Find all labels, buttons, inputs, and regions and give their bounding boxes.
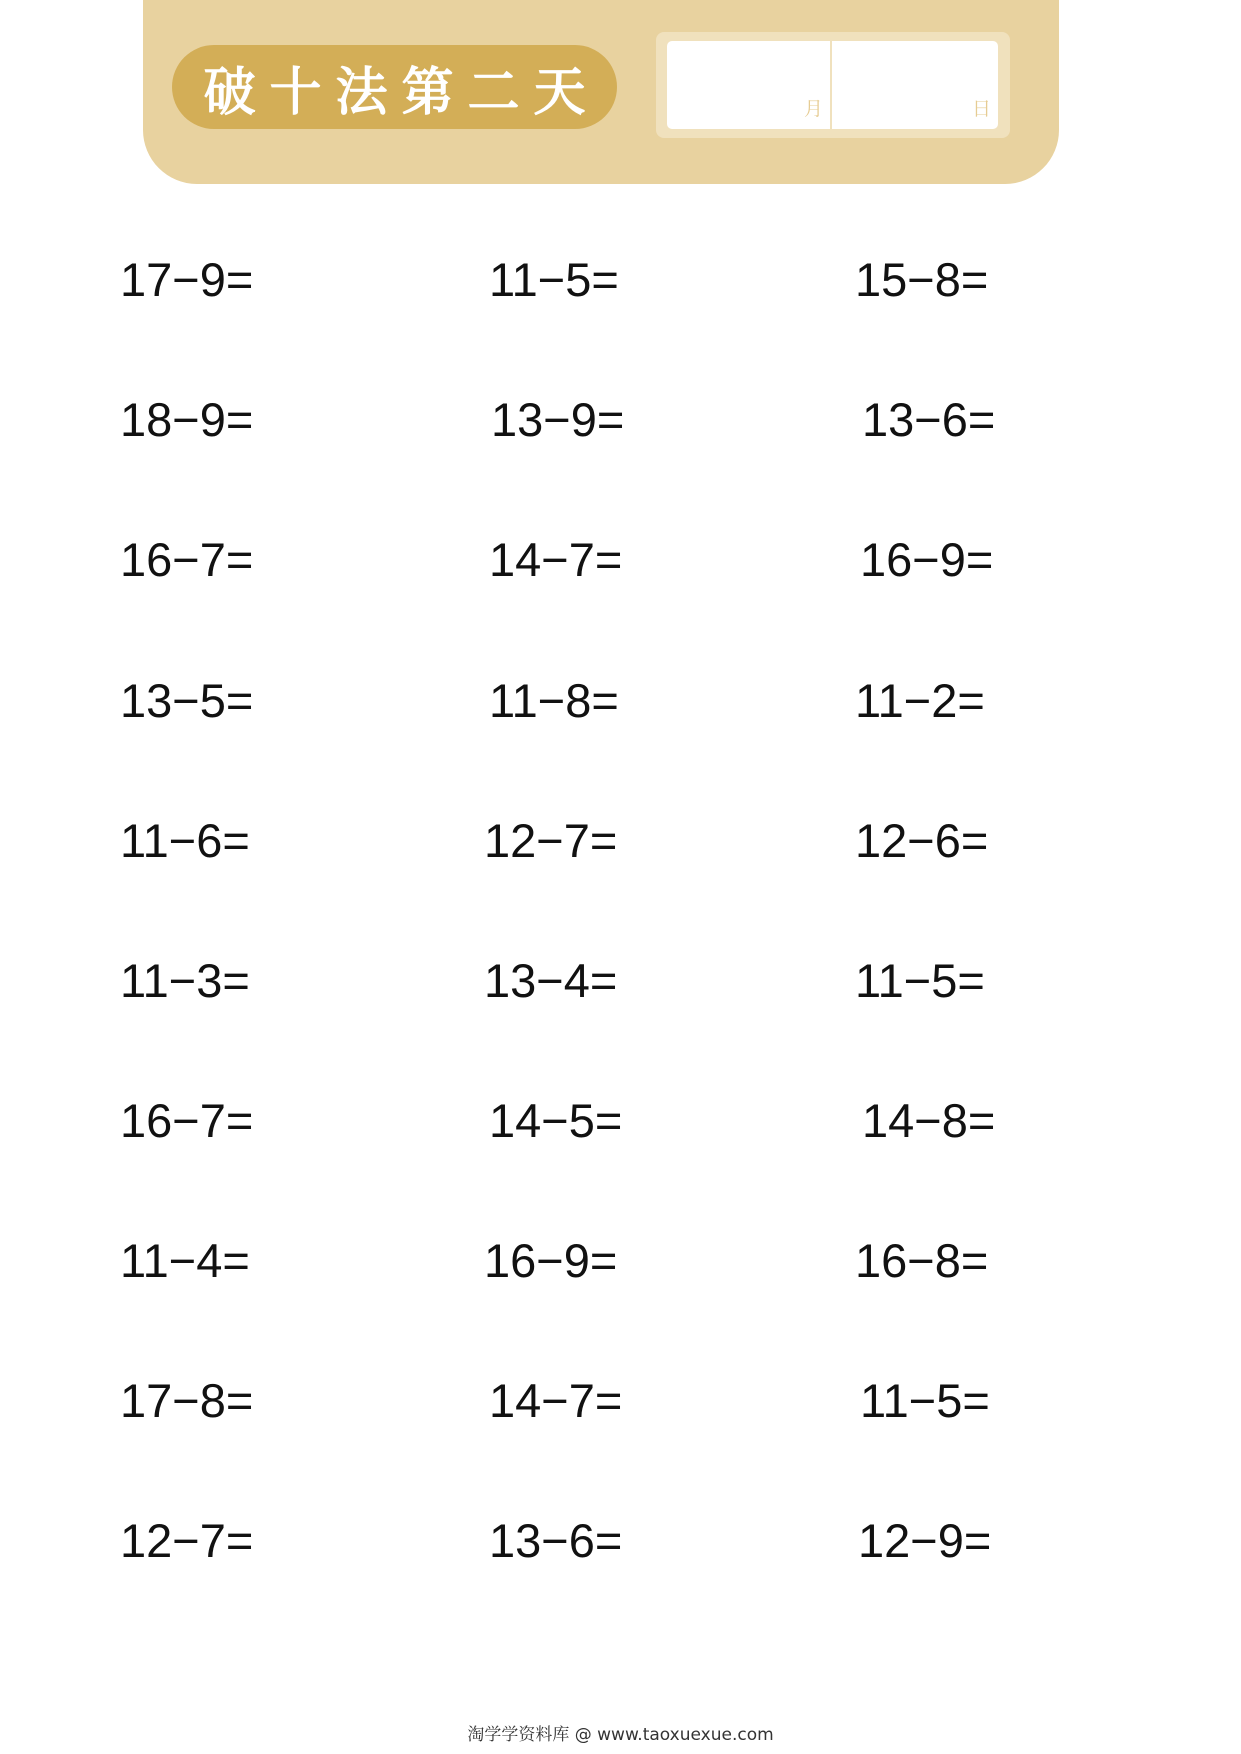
problem-item: 11−5= xyxy=(489,253,619,306)
footer-watermark: 淘学学资料库 @ www.taoxuexue.com xyxy=(467,1725,774,1745)
problem-item: 11−6= xyxy=(120,814,250,867)
problem-item: 17−9= xyxy=(120,253,254,306)
month-label: 月 xyxy=(803,98,823,120)
problem-item: 11−5= xyxy=(855,954,985,1007)
problem-item: 11−3= xyxy=(120,954,250,1007)
problem-item: 13−6= xyxy=(489,1514,623,1567)
problem-item: 17−8= xyxy=(120,1374,254,1427)
problem-item: 14−5= xyxy=(489,1094,623,1147)
problem-item: 16−8= xyxy=(855,1234,989,1287)
problem-item: 14−7= xyxy=(489,533,623,586)
problem-item: 11−4= xyxy=(120,1234,250,1287)
problem-item: 13−9= xyxy=(491,393,625,446)
problem-item: 12−6= xyxy=(855,814,989,867)
problem-item: 16−9= xyxy=(860,533,994,586)
day-label: 日 xyxy=(971,98,991,120)
problem-item: 13−5= xyxy=(120,674,254,727)
problem-item: 12−7= xyxy=(120,1514,254,1567)
problem-item: 15−8= xyxy=(855,253,989,306)
problem-item: 11−2= xyxy=(855,674,985,727)
problem-item: 11−8= xyxy=(489,674,619,727)
problem-item: 11−5= xyxy=(860,1374,990,1427)
problem-item: 12−7= xyxy=(484,814,618,867)
problem-item: 12−9= xyxy=(858,1514,992,1567)
problem-item: 16−9= xyxy=(484,1234,618,1287)
page-title: 破十法第二天 xyxy=(203,62,600,123)
problem-item: 16−7= xyxy=(120,1094,254,1147)
problem-item: 14−7= xyxy=(489,1374,623,1427)
problem-item: 13−6= xyxy=(862,393,996,446)
problem-item: 18−9= xyxy=(120,393,254,446)
problem-item: 14−8= xyxy=(862,1094,996,1147)
problem-item: 13−4= xyxy=(484,954,618,1007)
problem-item: 16−7= xyxy=(120,533,254,586)
